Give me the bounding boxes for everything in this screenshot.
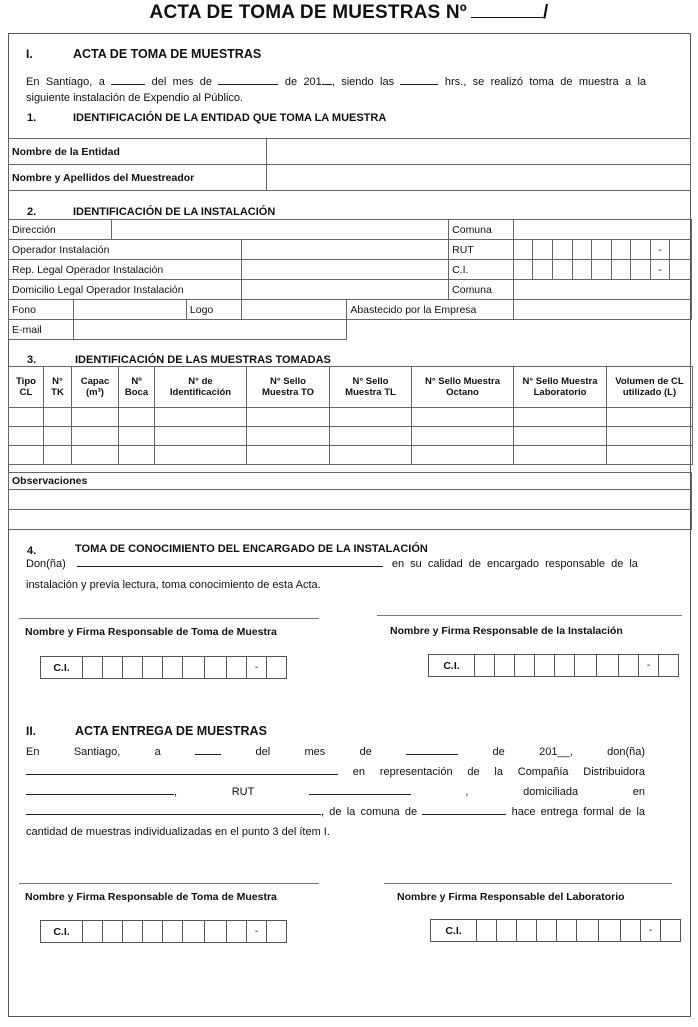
ci-label: C.I.: [449, 260, 514, 280]
col-header-sello-tl: N° Sello Muestra TL: [330, 367, 412, 408]
ci-label: C.I.: [41, 657, 83, 679]
rut-digit[interactable]: [592, 240, 612, 260]
ci-digit[interactable]: [533, 260, 553, 280]
ci-label: C.I.: [429, 655, 475, 677]
operator-label: Operador Instalación: [9, 240, 242, 260]
distributor-rut-field[interactable]: [309, 783, 411, 795]
ci-dash: -: [247, 921, 267, 943]
section-i-number: I.: [26, 47, 33, 61]
legal-rep-field[interactable]: [242, 260, 449, 280]
document-title: ACTA DE TOMA DE MUESTRAS Nº /: [149, 2, 549, 23]
operator-row: [9, 240, 692, 260]
distributor-address-field[interactable]: [26, 803, 321, 815]
ci-box-sampler-2: [40, 920, 287, 943]
delivery-month-field[interactable]: [406, 743, 458, 755]
observations-table: [8, 472, 692, 530]
signature-label-sampler-2: Nombre y Firma Responsable de Toma de Muestra: [25, 891, 277, 903]
ci-digit[interactable]: [513, 260, 533, 280]
distributor-comuna-field[interactable]: [422, 803, 506, 815]
operator-field[interactable]: [242, 240, 449, 260]
legal-rep-row: [9, 260, 692, 280]
ci-digit[interactable]: [611, 260, 631, 280]
ci-digit[interactable]: [592, 260, 612, 280]
observations-line[interactable]: [9, 510, 692, 530]
phone-label: Fono: [9, 300, 74, 320]
email-row: [9, 320, 692, 340]
rut-digit[interactable]: [552, 240, 572, 260]
ci-box-sampler: [40, 656, 287, 679]
section-ii-number: II.: [26, 724, 37, 738]
ci-box-laboratory: [430, 919, 681, 942]
hour-field[interactable]: [400, 73, 438, 85]
acta-number-field[interactable]: [471, 1, 543, 18]
rut-digit[interactable]: [572, 240, 592, 260]
phone-row: [9, 300, 692, 320]
observations-line[interactable]: [9, 490, 692, 510]
sub1-number: 1.: [27, 112, 37, 124]
sub4-number: 4.: [27, 545, 37, 557]
entity-table: [8, 138, 691, 191]
sampler-name-label: Nombre y Apellidos del Muestreador: [9, 165, 267, 191]
section-ii-title: ACTA ENTREGA DE MUESTRAS: [75, 724, 267, 738]
day-field[interactable]: [111, 73, 145, 85]
ci-digit[interactable]: [631, 260, 651, 280]
signature-line-installation[interactable]: [377, 615, 682, 616]
comuna2-label: Comuna: [449, 280, 514, 300]
table-row: [9, 446, 693, 465]
ci-dash: -: [650, 260, 670, 280]
sub2-title: IDENTIFICACIÓN DE LA INSTALACIÓN: [73, 206, 276, 218]
legal-address-label: Domicilio Legal Operador Instalación: [9, 280, 242, 300]
col-header-capac: Capac (m³): [72, 367, 119, 408]
ci-label: C.I.: [431, 920, 477, 942]
rut-check-digit[interactable]: [670, 240, 692, 260]
rut-label: RUT: [449, 240, 514, 260]
signature-line-laboratory[interactable]: [384, 883, 672, 884]
rut-digit[interactable]: [611, 240, 631, 260]
entity-name-label: Nombre de la Entidad: [9, 139, 267, 165]
samples-header-row: [9, 367, 693, 408]
signature-line-sampler-2[interactable]: [19, 883, 319, 884]
signature-label-installation: Nombre y Firma Responsable de la Instalación: [390, 625, 623, 637]
comuna2-field[interactable]: [513, 280, 691, 300]
table-row: [9, 427, 693, 446]
acknowledgement-paragraph: Don(ña) en su calidad de encargado responsable de la instalación y previa lectura, toma conocimiento de esta Acta.: [26, 555, 646, 593]
distributor-rep-field[interactable]: [26, 763, 338, 775]
signature-line-sampler[interactable]: [19, 618, 319, 619]
installation-table: [8, 219, 692, 340]
ci-label: C.I.: [41, 921, 83, 943]
year-field[interactable]: [322, 73, 332, 85]
distributor-name-field[interactable]: [26, 783, 174, 795]
sub1-title: IDENTIFICACIÓN DE LA ENTIDAD QUE TOMA LA MUESTRA: [73, 112, 387, 124]
legal-rep-label: Rep. Legal Operador Instalación: [9, 260, 242, 280]
ci-check-digit[interactable]: [670, 260, 692, 280]
sub2-number: 2.: [27, 206, 37, 218]
address-row: [9, 220, 692, 240]
col-header-sello-to: N° Sello Muestra TO: [247, 367, 330, 408]
signature-label-sampler: Nombre y Firma Responsable de Toma de Muestra: [25, 626, 277, 638]
comuna-field[interactable]: [513, 220, 691, 240]
col-header-tipo-cl: Tipo CL: [9, 367, 44, 408]
comuna-label: Comuna: [449, 220, 514, 240]
legal-address-field[interactable]: [242, 280, 449, 300]
rut-digit[interactable]: [533, 240, 553, 260]
col-header-n-identificacion: N° de Identificación: [155, 367, 247, 408]
table-row: [9, 408, 693, 427]
signature-label-laboratory: Nombre y Firma Responsable del Laboratorio: [397, 891, 625, 903]
ci-dash: -: [641, 920, 661, 942]
observations-label: Observaciones: [9, 473, 692, 490]
delivery-day-field[interactable]: [195, 743, 221, 755]
supplier-field[interactable]: [513, 300, 691, 320]
intro-paragraph: En Santiago, a del mes de de 201 , siendo las hrs., se realizó toma de muestra a la siguiente instalación de Expendio al Público.: [26, 73, 646, 106]
ci-digit[interactable]: [552, 260, 572, 280]
delivery-paragraph: En Santiago, a del mes de de 201__, don(ña) en representación de la Compañía Distribuidora , RUT , domiciliada en , de la comuna de hace entrega formal de la cantidad de muestras individualizadas en el punto 3 del ítem I.: [26, 742, 645, 842]
address-field[interactable]: [111, 220, 448, 240]
manager-name-field[interactable]: [77, 555, 383, 567]
col-header-n-tk: N° TK: [44, 367, 72, 408]
sub3-number: 3.: [27, 354, 37, 366]
section-i-title: ACTA DE TOMA DE MUESTRAS: [73, 47, 262, 61]
col-header-volumen: Volumen de CL utilizado (L): [607, 367, 693, 408]
sampler-name-field[interactable]: [267, 165, 691, 191]
entity-name-field[interactable]: [267, 139, 691, 165]
col-header-n-boca: Nº Boca: [119, 367, 155, 408]
col-header-sello-laboratorio: N° Sello Muestra Laboratorio: [514, 367, 607, 408]
col-header-sello-octano: N° Sello Muestra Octano: [412, 367, 514, 408]
address-label: Dirección: [9, 220, 112, 240]
phone-field[interactable]: [73, 300, 186, 320]
legal-address-row: [9, 280, 692, 300]
logo-label: Logo: [186, 300, 242, 320]
supplier-label: Abastecido por la Empresa: [347, 300, 514, 320]
sub3-title: IDENTIFICACIÓN DE LAS MUESTRAS TOMADAS: [75, 354, 331, 366]
rut-dash: -: [650, 240, 670, 260]
email-label: E-mail: [9, 320, 74, 340]
logo-field[interactable]: [242, 300, 347, 320]
samples-table: [8, 366, 693, 465]
rut-digit[interactable]: [631, 240, 651, 260]
ci-box-installation: [428, 654, 679, 677]
sub4-title: TOMA DE CONOCIMIENTO DEL ENCARGADO DE LA INSTALACIÓN: [75, 543, 428, 555]
month-field[interactable]: [218, 73, 278, 85]
rut-digit[interactable]: [513, 240, 533, 260]
ci-digit[interactable]: [572, 260, 592, 280]
entity-name-row: [9, 139, 691, 165]
sampler-name-row: [9, 165, 691, 191]
email-field[interactable]: [73, 320, 347, 340]
ci-dash: -: [247, 657, 267, 679]
ci-dash: -: [639, 655, 659, 677]
